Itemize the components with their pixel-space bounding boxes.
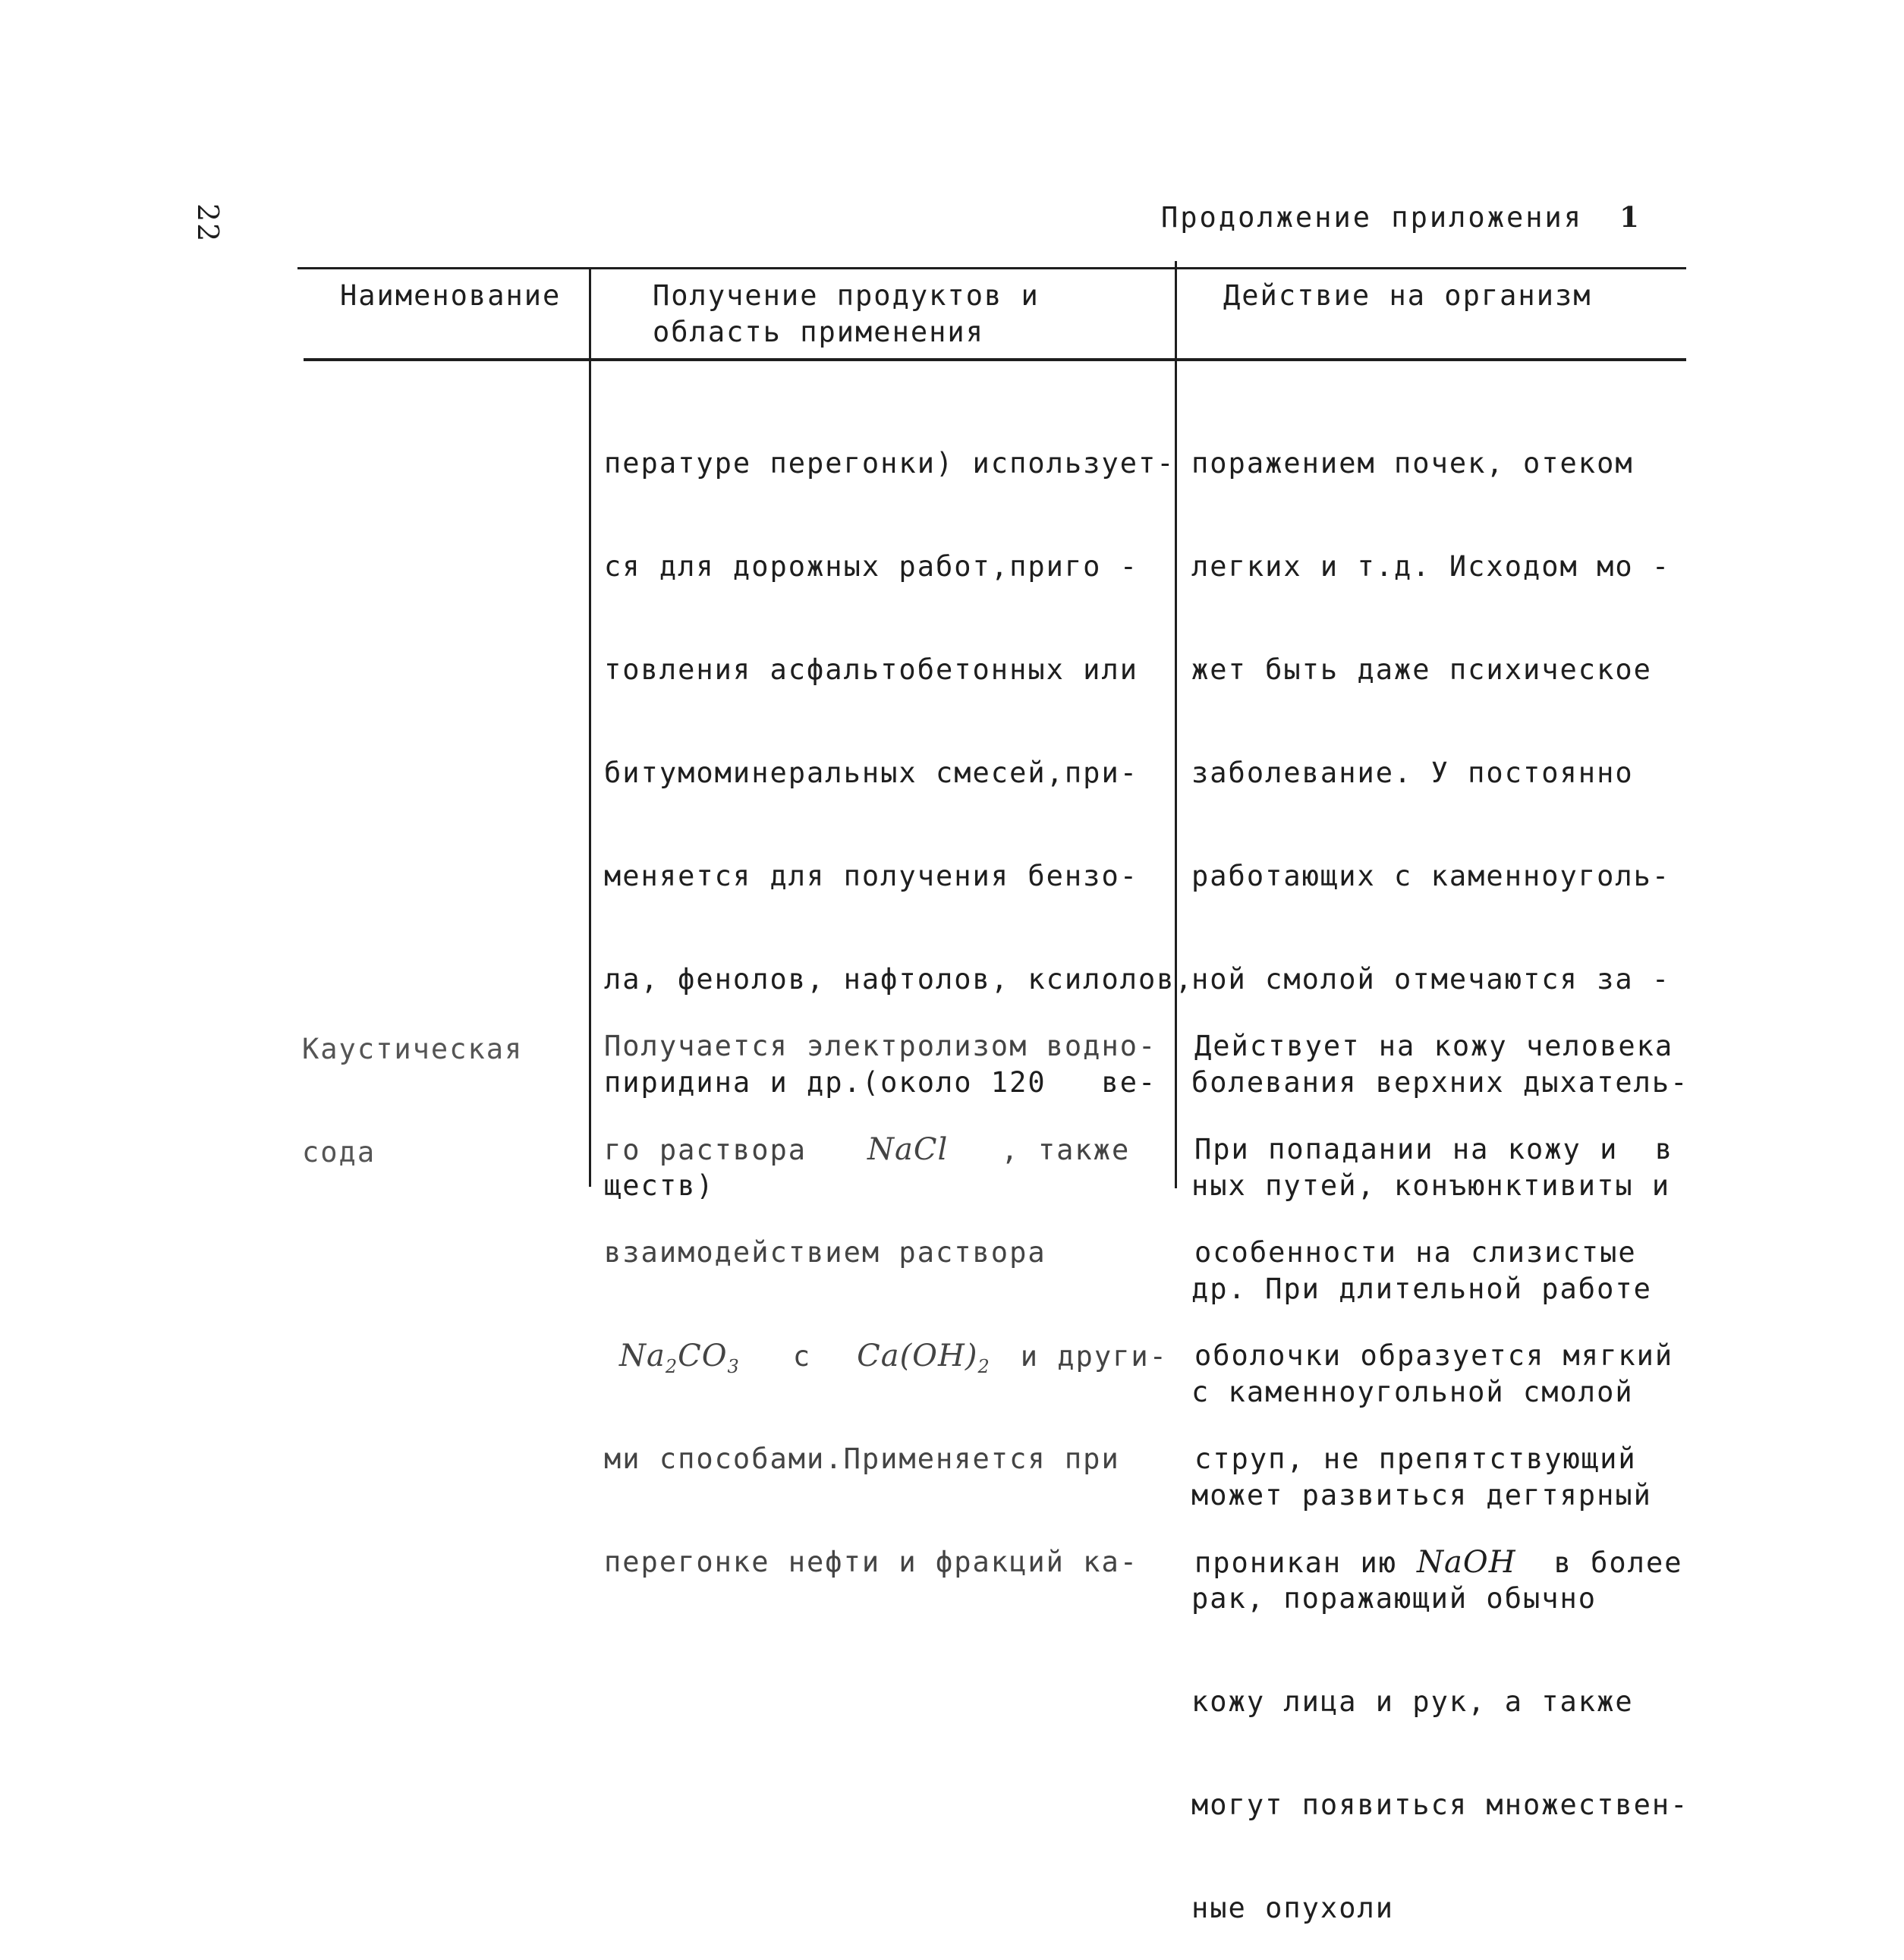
row2-effect-line — [1194, 1543, 1683, 1581]
row1-effect-line: заболевание. У постоянно — [1191, 757, 1634, 789]
table-top-rule — [297, 267, 1686, 269]
row1-effect-line: ные опухоли — [1191, 1892, 1395, 1924]
row2-production-seg: и други- — [1020, 1340, 1168, 1373]
header-production-line1: Получение продуктов и — [653, 279, 1040, 312]
chem-formula-na2co3 — [619, 1339, 740, 1377]
row1-effect-line: др. При длительной работе — [1191, 1273, 1652, 1305]
row2-effect-text — [1194, 962, 1683, 1614]
row2-name-line2: сода — [302, 1136, 376, 1169]
row1-effect-line: могут появиться множествен- — [1191, 1789, 1689, 1821]
row1-production-line: товления асфальтобетонных или — [604, 653, 1139, 686]
row1-production-line: пиридина и др.(около 120 ве- — [604, 1066, 1157, 1099]
chem-formula-nacl: NaCl — [867, 1132, 949, 1167]
row2-production-seg: , также — [1001, 1134, 1131, 1166]
row2-production-seg: го раствора — [604, 1134, 807, 1166]
row2-name-line1: Каустическая — [302, 1033, 524, 1065]
row1-effect-line: легких и т.д. Исходом мо - — [1191, 550, 1671, 583]
row1-effect-line: рак, поражающий обычно — [1191, 1582, 1597, 1615]
row1-effect-line: работающих с каменноуголь- — [1191, 860, 1671, 892]
chem-sub: 2 — [977, 1356, 990, 1377]
chem-seg: Ca(OH) — [857, 1339, 978, 1373]
chem-seg: CO — [678, 1339, 728, 1373]
row1-production-line: меняется для получения бензо- — [604, 860, 1139, 892]
header-effect: Действие на организм — [1223, 279, 1592, 312]
row1-effect-line: кожу лица и рук, а также — [1191, 1685, 1634, 1718]
row1-effect-line: болевания верхних дыхатель- — [1191, 1066, 1689, 1099]
row2-production-seg: с — [792, 1340, 812, 1373]
row2-production-line: Получается электролизом водно- — [604, 1030, 1157, 1062]
row2-production-line — [604, 1337, 1168, 1375]
row2-effect-line: оболочки образуется мягкий — [1194, 1339, 1674, 1372]
row2-effect-seg: проникан ию — [1194, 1546, 1398, 1579]
header-name: Наименование — [340, 279, 562, 312]
row1-effect-line: ной смолой отмечаются за - — [1191, 963, 1671, 996]
row2-name — [302, 965, 523, 1204]
row2-effect-seg: в более — [1553, 1546, 1683, 1579]
continuation-number: 1 — [1619, 200, 1641, 234]
row1-effect-line: жет быть даже психическое — [1191, 653, 1652, 686]
row2-production-text — [604, 962, 1168, 1614]
row1-production-line: пературе перегонки) использует- — [604, 447, 1175, 480]
row1-production-line: ществ) — [604, 1169, 715, 1202]
row2-effect-line: особенности на слизистые — [1194, 1236, 1637, 1269]
row2-effect-line: При попадании на кожу и в — [1194, 1133, 1674, 1166]
row1-effect-line: поражением почек, отеком — [1191, 447, 1634, 480]
header-bottom-rule — [304, 358, 1686, 361]
row1-production-line: битумоминеральных смесей,при- — [604, 757, 1139, 789]
continuation-header — [1161, 200, 1641, 234]
column-divider-1 — [589, 269, 591, 1187]
row1-effect-line: с каменноугольной смолой — [1191, 1376, 1634, 1408]
row2-effect-line: струп, не препятствующий — [1194, 1442, 1637, 1475]
continuation-label: Продолжение приложения — [1161, 201, 1584, 234]
row2-production-line — [604, 1131, 1168, 1169]
page-number: 22 — [191, 203, 225, 244]
row1-effect-line: может развиться дегтярный — [1191, 1479, 1652, 1512]
chem-sub: 3 — [727, 1356, 740, 1377]
row2-production-line: перегонке нефти и фракций ка- — [604, 1546, 1139, 1578]
chem-formula-naoh: NaOH — [1417, 1545, 1516, 1580]
row2-effect-line: Действует на кожу человека — [1194, 1030, 1674, 1062]
chem-formula-caoh2 — [857, 1339, 990, 1377]
row2-production-line: взаимодействием раствора — [604, 1236, 1046, 1269]
chem-sub: 2 — [665, 1356, 678, 1377]
row1-production-line: ся для дорожных работ,приго - — [604, 550, 1139, 583]
header-production-line2: область применения — [653, 316, 984, 348]
row1-production-line: ла, фенолов, нафтолов, ксилолов, — [604, 963, 1194, 996]
row1-effect-line: ных путей, конъюнктивиты и — [1191, 1169, 1671, 1202]
chem-seg: Na — [619, 1339, 666, 1373]
row2-production-line: ми способами.Применяется при — [604, 1442, 1120, 1475]
